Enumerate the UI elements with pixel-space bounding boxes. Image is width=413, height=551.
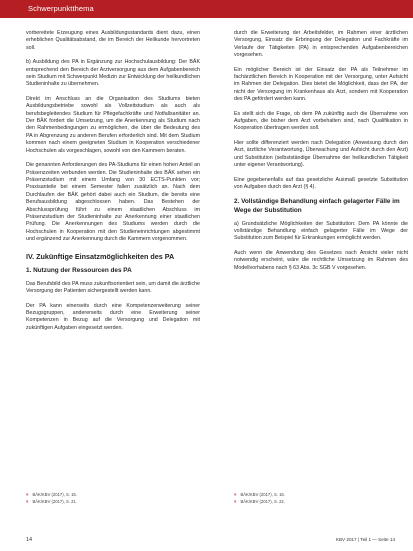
footnote-text: BÄK/KBV (2017), S. 16.	[240, 492, 285, 497]
section-label: Schwerpunktthema	[28, 4, 94, 13]
footnote-marker-icon: ×	[234, 498, 237, 504]
footnote-marker-icon: ×	[234, 492, 237, 497]
footnote	[234, 499, 408, 506]
paragraph: vorbereitete Erzeugung eines Ausbildungsstandards dient dazu, einen erheblichen Qualitätsabstand, die im Bereich der Heilkunde hervortreten soll.	[26, 30, 200, 51]
paragraph: Der PA kann einerseits durch eine Kompetenzerweiterung seiner Bezugsgruppen, andererseits durch eine Erweiterung seiner Kompetenzen in Bezug auf die Versorgung und Delegation mit zukünftigen Aufgaben eingesetzt werden.	[26, 302, 200, 331]
right-column	[234, 30, 408, 279]
footnote-marker-icon: ×	[26, 498, 29, 504]
footnote-text: BÄK/KBV (2017), S. 22.	[240, 498, 285, 504]
left-column	[26, 30, 200, 339]
footnote	[234, 492, 408, 499]
paragraph: Es stellt sich die Frage, ob dem PA zukünftig auch die Übernahme von Aufgaben, die bisher dem Arzt vorbehalten sind, nach Qualifikation in Kooperation übertragen werden soll.	[234, 110, 408, 132]
subheading: 2. Vollständige Behandlung einfach gelagerter Fälle im Wege der Substitution	[234, 198, 400, 214]
paragraph: b) Ausbildung des PA in Ergänzung zur Hochschulausbildung: Der BÄK entsprechend den Bereich der Arztversorgung aus dem Aufgabenbereich sein Studium mit Schwerpunkt Medizin zur Entwicklung der heilkundlichen Studieninhalte zu übernehmen.	[26, 59, 200, 88]
footnote-marker-icon: ×	[26, 492, 29, 497]
footnotes-right	[234, 492, 408, 506]
running-footer: KBV 2017 | Teil 1 — Seite 14	[335, 537, 395, 542]
subheading: 1. Nutzung der Ressourcen des PA	[26, 267, 132, 275]
page-number: 14	[26, 537, 33, 543]
paragraph: Ein möglicher Bereich ist der Einsatz der PA als Teilnehmer im fachärztlichen Bereich in Kooperation mit der Versorgung, unter Aufsicht im Rahmen der Delegation. Dies bietet die Möglichkeit, dass der PA, der nicht der Versorgung im Krankenhaus als Arzt, sondern mit Kooperation des PA gefördert werden kann.	[234, 66, 408, 103]
footnotes-left	[26, 492, 200, 506]
paragraph: Das Berufsbild des PA muss zukunftsorientiert sein, um damit die ärztliche Versorgung der Patienten sichergestellt werden kann.	[26, 280, 200, 295]
paragraph: Eine gegebenenfalls auf das gesetzliche Ausmaß gesetzte Substitution von Aufgaben durch den Arzt (§ 4).	[234, 176, 408, 190]
footnote	[26, 499, 200, 506]
paragraph: Direkt im Anschluss an die Organisation des Studiums bieten Ausbildungsbetriebe sowohl als Vollzeitstudium als auch als berufsbegleitendes Studium für Pflegefachkräfte und Notfallsanitäter an. Der BÄK fordert die Umsetzung, um die Anerkennung als Studium nach den Rahmenbedingungen zu ermöglichen, die über die Bedeutung des PA in Abgrenzung zu anderen Berufen erforderlich sind. Mit dem Studium kommen nach einem geeigneten Studium in Kooperation verschiedener Hochschulen als vorgeschlagen, sowohl von den Kammern beraten.	[26, 95, 200, 154]
section-heading: IV. Zukünftige Einsatzmöglichkeiten des PA	[26, 251, 175, 261]
paragraph: Die genannten Anforderungen des PA-Studiums für einen hohen Anteil an Präsenzzeiten verbunden werden. Die Studieninhalte des BÄK sehen ein Präsenzstudium mit einem Umfang von 30 ECTS-Punkten vor; Praxisanteile bei einem Semester fallen zusätzlich an. Nach dem Durchlaufen der BÄK gehört dabei auch ein Studium, die bereits eine Berufsausbildung abgeschlossen haben. Das Bestehen der Abschlussprüfung führt zu einem staatlichen Abschluss im Präsenzstudium der Studieninhalte zur Anerkennung einer staatlichen Prüfung. Die Anerkennungen des Studiums werden durch die Hochschulen in Kooperation mit den Studieneinrichtungen abgestimmt und ergänzend zur Anerkennung durch die Kammern vorgenommen.	[26, 162, 200, 243]
footnote-text: BÄK/KBV (2017), S. 15.	[32, 492, 77, 497]
footnote-text: BÄK/KBV (2017), S. 21.	[32, 498, 77, 504]
paragraph: durch die Erweiterung der Arbeitsfelder, im Rahmen einer ärztlichen Versorgung, Einsatz die Erbringung der Delegation und Fachkräfte im Verlaufe der Tätigkeiten (PA) in entsprechenden Aufgabenbereichen vorgesehen.	[234, 30, 408, 59]
paragraph: Hier sollte differenziert werden nach Delegation (Anweisung durch den Arzt, ärztliche Verantwortung, Überwachung und Aufsicht durch den Arzt) und Substitution (selbstständige Übernahme der heilkundlichen Tätigkeit unter eigener Verantwortung).	[234, 139, 408, 169]
paragraph: a) Grundsätzliche Möglichkeiten der Substitution: Dem PA könnte die vollständige Behandlung einfach gelagerter Fälle im Wege der Substitution zum Beispiel für Erkrankungen ermöglicht werden.	[234, 220, 408, 242]
paragraph: Auch wenn die Anwendung des Gesetzes nach Ansicht vieler nicht notwendig erscheint, wäre die rechtliche Umsetzung im Rahmen des Modellvorhabens nach § 63 Abs. 3c SGB V vorgesehen.	[234, 249, 408, 271]
footnote	[26, 492, 200, 499]
